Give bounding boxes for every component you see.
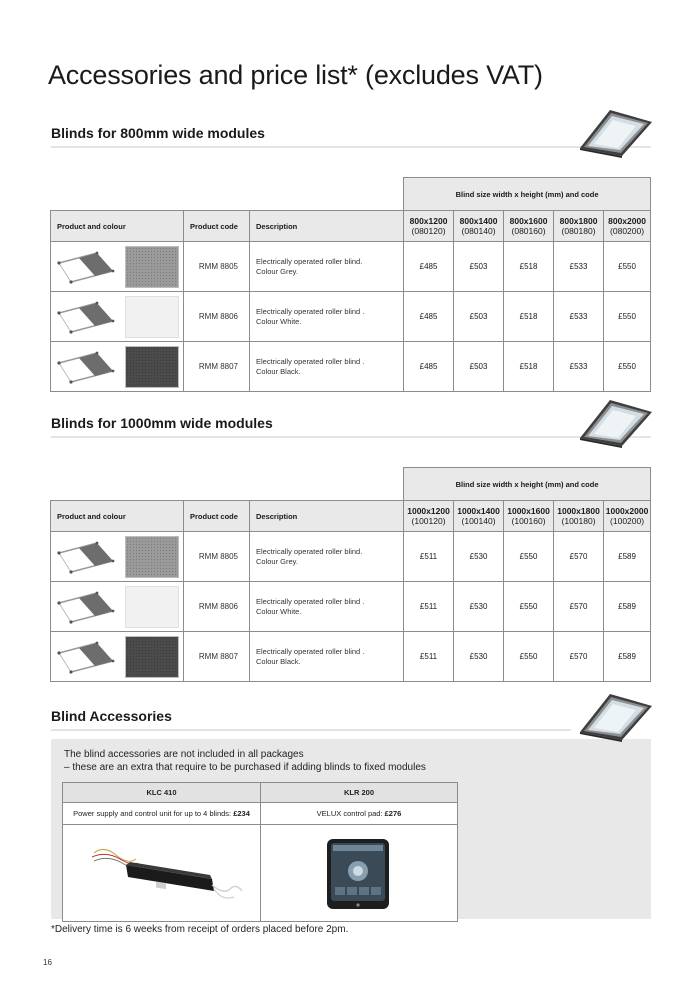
size-col-header: 800x1800 (080180) bbox=[554, 211, 604, 242]
product-code: RMM 8806 bbox=[184, 582, 250, 632]
colour-swatch-white bbox=[125, 296, 179, 338]
colour-swatch-grey bbox=[125, 246, 179, 288]
price-cell: £503 bbox=[454, 342, 504, 392]
table-row bbox=[51, 632, 651, 682]
colour-swatch-grey bbox=[125, 536, 179, 578]
accessories-intro: The blind accessories are not included in all packages – these are an extra that require to be purchased if adding blinds to fixed modules bbox=[64, 749, 426, 773]
col-header-product: Product and colour bbox=[51, 211, 184, 242]
col-header-description: Description bbox=[250, 211, 404, 242]
product-image bbox=[51, 632, 184, 682]
price-cell: £511 bbox=[404, 632, 454, 682]
price-cell: £511 bbox=[404, 582, 454, 632]
blind-frame-icon bbox=[57, 349, 117, 385]
price-cell: £533 bbox=[554, 242, 604, 292]
price-table-800 bbox=[50, 177, 651, 392]
product-code: RMM 8806 bbox=[184, 292, 250, 342]
product-code: RMM 8805 bbox=[184, 242, 250, 292]
price-cell: £570 bbox=[554, 582, 604, 632]
control-pad-icon bbox=[261, 825, 457, 919]
control-unit-image bbox=[63, 825, 261, 922]
price-cell: £550 bbox=[604, 242, 651, 292]
price-table-1000 bbox=[50, 467, 651, 682]
price-cell: £503 bbox=[454, 292, 504, 342]
section-heading-accessories: Blind Accessories bbox=[51, 708, 172, 724]
price-cell: £511 bbox=[404, 532, 454, 582]
size-col-header: 800x2000 (080200) bbox=[604, 211, 651, 242]
power-supply-icon bbox=[64, 825, 260, 919]
product-image bbox=[51, 292, 184, 342]
price-cell: £570 bbox=[554, 532, 604, 582]
price-cell: £485 bbox=[404, 342, 454, 392]
price-cell: £533 bbox=[554, 342, 604, 392]
product-description: Electrically operated roller blind . Colour Black. bbox=[250, 342, 404, 392]
price-cell: £533 bbox=[554, 292, 604, 342]
price-cell: £589 bbox=[604, 582, 651, 632]
section-divider bbox=[51, 729, 571, 731]
colour-swatch-black bbox=[125, 636, 179, 678]
size-col-header: 800x1400 (080140) bbox=[454, 211, 504, 242]
table-row bbox=[51, 292, 651, 342]
blind-frame-icon bbox=[57, 539, 117, 575]
blind-frame-icon bbox=[57, 589, 117, 625]
size-col-header: 1000x1200 (100120) bbox=[404, 501, 454, 532]
price-cell: £518 bbox=[504, 342, 554, 392]
footnote: *Delivery time is 6 weeks from receipt of orders placed before 2pm. bbox=[51, 924, 349, 935]
product-code: RMM 8807 bbox=[184, 632, 250, 682]
table-row bbox=[51, 582, 651, 632]
section-divider bbox=[51, 436, 651, 438]
price-cell: £485 bbox=[404, 292, 454, 342]
section-heading-800: Blinds for 800mm wide modules bbox=[51, 125, 265, 141]
product-code: RMM 8805 bbox=[184, 532, 250, 582]
price-cell: £485 bbox=[404, 242, 454, 292]
table-row bbox=[51, 532, 651, 582]
product-description: Electrically operated roller blind. Colour Grey. bbox=[250, 242, 404, 292]
product-image bbox=[51, 242, 184, 292]
col-header-description: Description bbox=[250, 501, 404, 532]
price-cell: £550 bbox=[504, 532, 554, 582]
size-col-header: 800x1600 (080160) bbox=[504, 211, 554, 242]
price-cell: £530 bbox=[454, 632, 504, 682]
blind-frame-icon bbox=[57, 299, 117, 335]
size-col-header: 1000x1800 (100180) bbox=[554, 501, 604, 532]
page-number: 16 bbox=[43, 958, 52, 967]
price-cell: £550 bbox=[604, 342, 651, 392]
skylight-image bbox=[574, 692, 656, 742]
price-cell: £530 bbox=[454, 582, 504, 632]
skylight-image bbox=[574, 108, 656, 158]
price-cell: £518 bbox=[504, 242, 554, 292]
product-image bbox=[51, 532, 184, 582]
blind-frame-icon bbox=[57, 249, 117, 285]
section-divider bbox=[51, 146, 651, 148]
product-image bbox=[51, 582, 184, 632]
skylight-image bbox=[574, 398, 656, 448]
accessory-price: £234 bbox=[233, 809, 250, 818]
section-heading-1000: Blinds for 1000mm wide modules bbox=[51, 415, 273, 431]
accessories-table bbox=[62, 782, 458, 922]
accessory-description: VELUX control pad: £276 bbox=[261, 803, 458, 825]
table-row bbox=[51, 242, 651, 292]
price-cell: £530 bbox=[454, 532, 504, 582]
product-description: Electrically operated roller blind . Colour White. bbox=[250, 582, 404, 632]
colour-swatch-white bbox=[125, 586, 179, 628]
control-pad-image bbox=[261, 825, 458, 922]
page-title: Accessories and price list* (excludes VAT) bbox=[48, 60, 543, 90]
col-header-code: Product code bbox=[184, 211, 250, 242]
col-header-product: Product and colour bbox=[51, 501, 184, 532]
accessory-name: KLR 200 bbox=[261, 783, 458, 803]
size-col-header: 800x1200 (080120) bbox=[404, 211, 454, 242]
price-cell: £570 bbox=[554, 632, 604, 682]
product-code: RMM 8807 bbox=[184, 342, 250, 392]
col-header-code: Product code bbox=[184, 501, 250, 532]
price-cell: £550 bbox=[504, 582, 554, 632]
product-image bbox=[51, 342, 184, 392]
price-cell: £503 bbox=[454, 242, 504, 292]
table-row bbox=[51, 342, 651, 392]
price-cell: £589 bbox=[604, 532, 651, 582]
price-cell: £589 bbox=[604, 632, 651, 682]
price-cell: £518 bbox=[504, 292, 554, 342]
colour-swatch-black bbox=[125, 346, 179, 388]
price-cell: £550 bbox=[504, 632, 554, 682]
size-heading: Blind size width x height (mm) and code bbox=[404, 178, 651, 211]
product-description: Electrically operated roller blind . Colour Black. bbox=[250, 632, 404, 682]
price-cell: £550 bbox=[604, 292, 651, 342]
product-description: Electrically operated roller blind. Colour Grey. bbox=[250, 532, 404, 582]
size-col-header: 1000x2000 (100200) bbox=[604, 501, 651, 532]
accessory-price: £276 bbox=[384, 809, 402, 818]
size-col-header: 1000x1600 (100160) bbox=[504, 501, 554, 532]
size-col-header: 1000x1400 (100140) bbox=[454, 501, 504, 532]
size-heading: Blind size width x height (mm) and code bbox=[404, 468, 651, 501]
blind-frame-icon bbox=[57, 639, 117, 675]
product-description: Electrically operated roller blind . Colour White. bbox=[250, 292, 404, 342]
accessory-name: KLC 410 bbox=[63, 783, 261, 803]
accessory-description: Power supply and control unit for up to 4 blinds: £234 bbox=[63, 803, 261, 825]
